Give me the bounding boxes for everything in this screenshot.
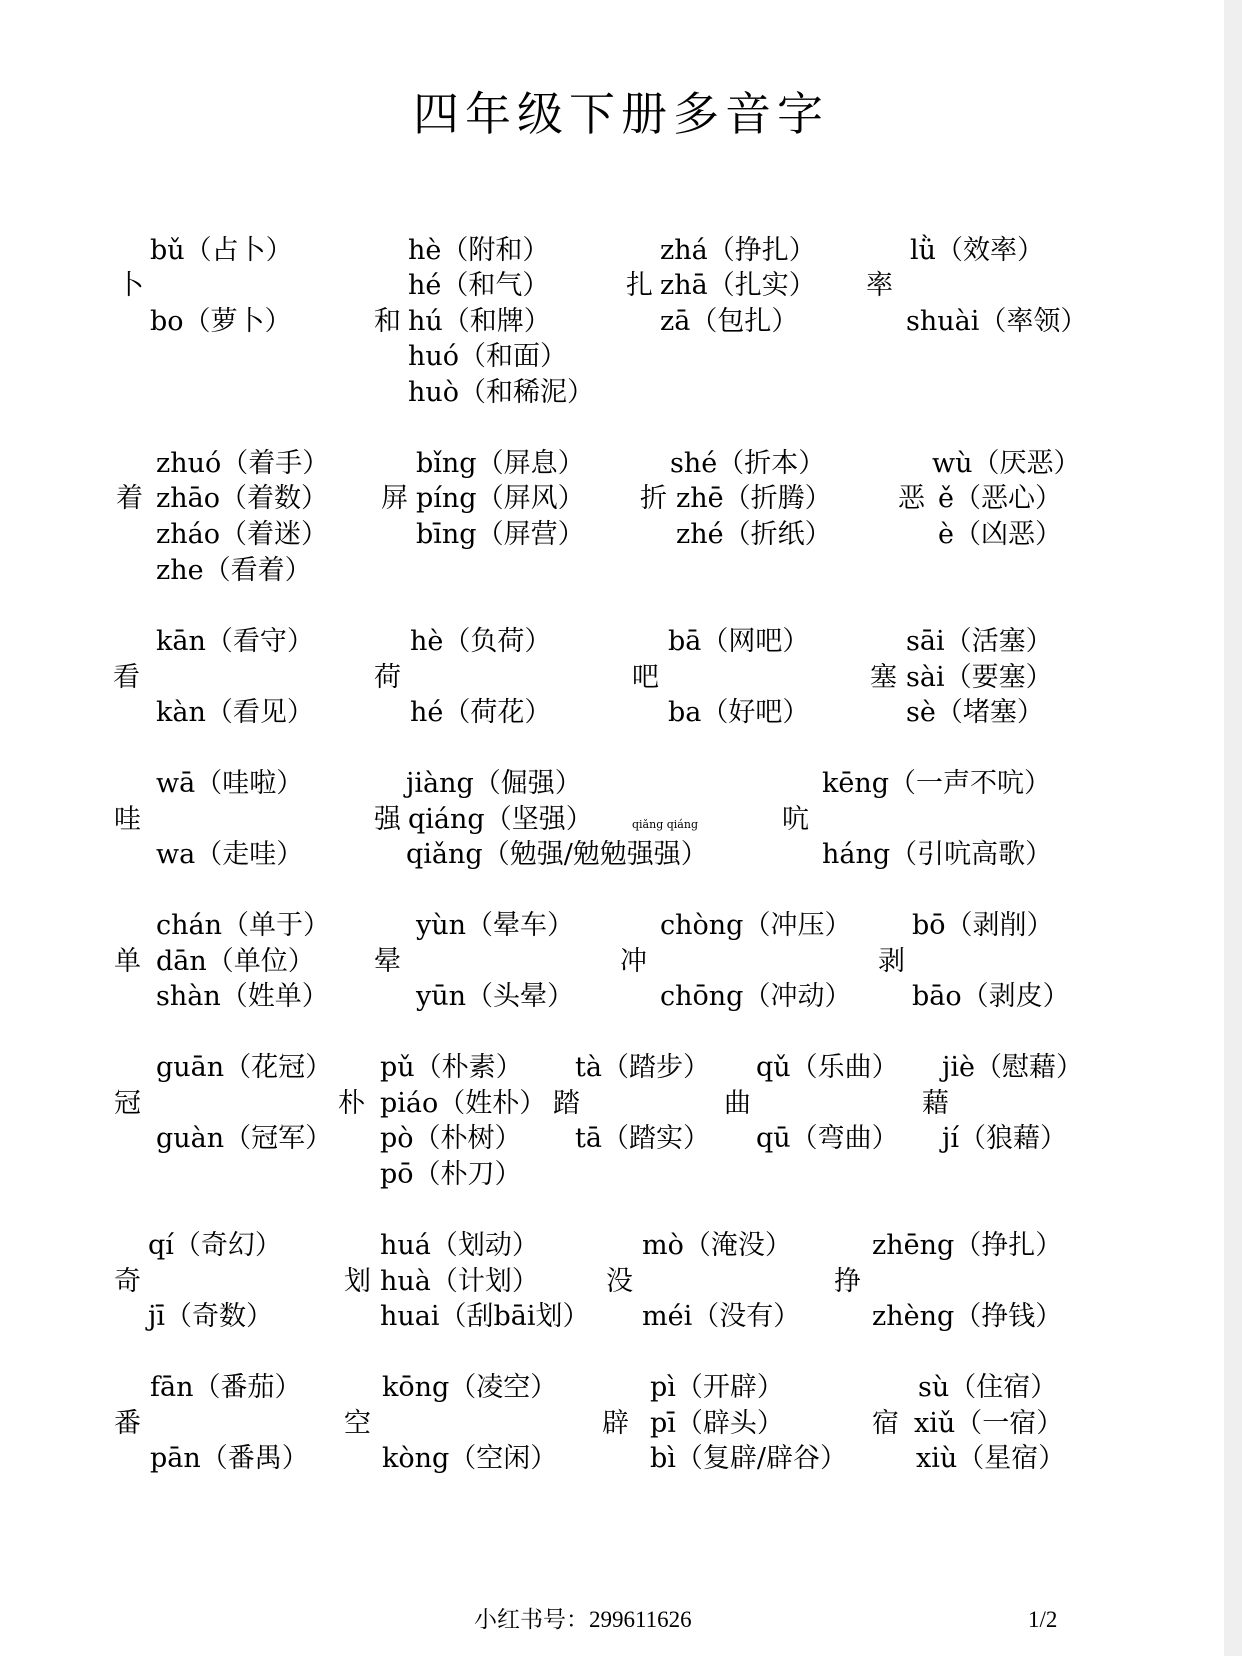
pinyin-entry: huai（刮bāi划） (380, 1301, 590, 1332)
polyphone-char: 朴 (338, 1088, 365, 1119)
footer-account: 小红书号：299611626 (474, 1607, 692, 1632)
pinyin-entry: zhē（折腾） (676, 483, 832, 514)
pinyin-entry: sài（要塞） (906, 662, 1053, 693)
pinyin-entry: wù（厌恶） (932, 448, 1081, 479)
polyphone-char: 踏 (553, 1088, 580, 1119)
pinyin-entry: zhe（看着） (156, 555, 312, 586)
pinyin-entry: hè（负荷） (410, 626, 552, 657)
pinyin-entry: xiù（星宿） (916, 1443, 1066, 1474)
pinyin-entry: kàn（看见） (156, 697, 314, 728)
pinyin-note: qiǎng qiáng (632, 818, 698, 831)
polyphone-char: 挣 (834, 1266, 861, 1297)
pinyin-entry: jiàng（倔强） (406, 768, 582, 799)
polyphone-char: 奇 (114, 1266, 141, 1297)
polyphone-char: 和 (374, 306, 401, 337)
polyphone-char: 剥 (878, 946, 905, 977)
polyphone-char: 晕 (374, 946, 401, 977)
pinyin-entry: zháo（着迷） (156, 519, 328, 550)
pinyin-entry: hé（荷花） (410, 697, 552, 728)
polyphone-char: 强 (374, 804, 401, 835)
pinyin-entry: huó（和面） (408, 341, 568, 372)
polyphone-char: 着 (116, 483, 143, 514)
pinyin-entry: è（凶恶） (938, 519, 1062, 550)
pinyin-entry: chán（单于） (156, 910, 330, 941)
pinyin-entry: kōng（凌空） (382, 1372, 558, 1403)
pinyin-entry: pī（辟头） (650, 1408, 784, 1439)
pinyin-entry: bā（网吧） (668, 626, 810, 657)
pinyin-entry: tà（踏步） (575, 1052, 710, 1083)
pinyin-entry: méi（没有） (642, 1301, 801, 1332)
pinyin-entry: pì（开辟） (650, 1372, 784, 1403)
polyphone-char: 辟 (602, 1408, 629, 1439)
pinyin-entry: bāo（剥皮） (912, 981, 1070, 1012)
pinyin-entry: zhēng（挣扎） (872, 1230, 1063, 1261)
pinyin-entry: mò（淹没） (642, 1230, 792, 1261)
pinyin-entry: sè（堵塞） (906, 697, 1044, 728)
pinyin-entry: bō（剥削） (912, 910, 1054, 941)
pinyin-entry: qǔ（乐曲） (756, 1052, 899, 1083)
pinyin-entry: zhuó（着手） (156, 448, 330, 479)
pinyin-entry: hè（附和） (408, 235, 550, 266)
pinyin-entry: qiǎng（勉强/勉勉强强） (406, 839, 708, 870)
pinyin-entry: guān（花冠） (156, 1052, 333, 1083)
pinyin-entry: lǜ（效率） (910, 235, 1045, 266)
pinyin-entry: chòng（冲压） (660, 910, 852, 941)
pinyin-entry: qí（奇幻） (148, 1230, 282, 1261)
polyphone-char: 恶 (898, 483, 925, 514)
pinyin-entry: guàn（冠军） (156, 1123, 333, 1154)
pinyin-entry: kòng（空闲） (382, 1443, 558, 1474)
polyphone-char: 看 (113, 662, 140, 693)
polyphone-char: 宿 (872, 1408, 899, 1439)
polyphone-char: 单 (114, 946, 141, 977)
pinyin-entry: wa（走哇） (156, 839, 304, 870)
pinyin-entry: píng（屏风） (416, 483, 585, 514)
polyphone-char: 扎 (626, 270, 653, 301)
pinyin-entry: sù（住宿） (918, 1372, 1058, 1403)
pinyin-entry: sāi（活塞） (906, 626, 1053, 657)
pinyin-entry: wā（哇啦） (156, 768, 304, 799)
pinyin-entry: huá（划动） (380, 1230, 539, 1261)
pinyin-entry: qiáng（坚强） (408, 804, 593, 835)
scroll-edge (1224, 0, 1242, 1656)
pinyin-entry: hé（和气） (408, 270, 550, 301)
polyphone-char: 划 (344, 1266, 371, 1297)
pinyin-entry: zhé（折纸） (676, 519, 832, 550)
pinyin-entry: xiǔ（一宿） (914, 1408, 1064, 1439)
polyphone-char: 空 (344, 1408, 371, 1439)
pinyin-entry: bīng（屏营） (416, 519, 585, 550)
pinyin-entry: ě（恶心） (938, 483, 1062, 514)
polyphone-char: 没 (606, 1266, 633, 1297)
polyphone-char: 吭 (782, 804, 809, 835)
pinyin-entry: huà（计划） (380, 1266, 539, 1297)
pinyin-entry: shé（折本） (670, 448, 826, 479)
pinyin-entry: háng（引吭高歌） (822, 839, 1053, 870)
polyphone-char: 折 (640, 483, 667, 514)
page-title: 四年级下册多音字 (413, 87, 829, 141)
pinyin-entry: jí（狼藉） (942, 1123, 1068, 1154)
pinyin-entry: piáo（姓朴） (380, 1088, 547, 1119)
polyphone-char: 藉 (922, 1088, 949, 1119)
pinyin-entry: zhāo（着数） (156, 483, 328, 514)
pinyin-entry: jiè（慰藉） (942, 1052, 1083, 1083)
polyphone-char: 屏 (381, 483, 408, 514)
polyphone-char: 哇 (114, 804, 141, 835)
pinyin-entry: jī（奇数） (148, 1301, 274, 1332)
polyphone-char: 冲 (620, 946, 647, 977)
polyphone-char: 塞 (870, 662, 897, 693)
pinyin-entry: yùn（晕车） (416, 910, 575, 941)
pinyin-entry: bì（复辟/辟谷） (650, 1443, 848, 1474)
pinyin-entry: bǐng（屏息） (416, 448, 585, 479)
pinyin-entry: huò（和稀泥） (408, 377, 595, 408)
pinyin-entry: zā（包扎） (660, 306, 799, 337)
pinyin-entry: ba（好吧） (668, 697, 810, 728)
pinyin-entry: shuài（率领） (906, 306, 1088, 337)
pinyin-entry: pō（朴刀） (380, 1159, 522, 1190)
pinyin-entry: zhá（挣扎） (660, 235, 816, 266)
pinyin-entry: zhèng（挣钱） (872, 1301, 1063, 1332)
polyphone-char: 荷 (374, 662, 401, 693)
page-number: 1/2 (1028, 1607, 1058, 1632)
polyphone-char: 卜 (117, 270, 144, 301)
pinyin-entry: dān（单位） (156, 946, 315, 977)
pinyin-entry: bo（萝卜） (150, 306, 292, 337)
pinyin-entry: pò（朴树） (380, 1123, 522, 1154)
polyphone-char: 冠 (114, 1088, 141, 1119)
pinyin-entry: qū（弯曲） (756, 1123, 899, 1154)
polyphone-char: 率 (866, 270, 893, 301)
pinyin-entry: kān（看守） (156, 626, 314, 657)
polyphone-char: 曲 (724, 1088, 751, 1119)
pinyin-entry: pǔ（朴素） (380, 1052, 523, 1083)
pinyin-entry: zhā（扎实） (660, 270, 816, 301)
pinyin-entry: pān（番禺） (150, 1443, 309, 1474)
pinyin-entry: bǔ（占卜） (150, 235, 293, 266)
pinyin-entry: shàn（姓单） (156, 981, 329, 1012)
pinyin-entry: fān（番茄） (150, 1372, 302, 1403)
pinyin-entry: hú（和牌） (408, 306, 551, 337)
pinyin-entry: yūn（头晕） (416, 981, 575, 1012)
pinyin-entry: tā（踏实） (575, 1123, 710, 1154)
polyphone-char: 吧 (632, 662, 659, 693)
pinyin-entry: kēng（一声不吭） (822, 768, 1052, 799)
polyphone-char: 番 (114, 1408, 141, 1439)
pinyin-entry: chōng（冲动） (660, 981, 852, 1012)
